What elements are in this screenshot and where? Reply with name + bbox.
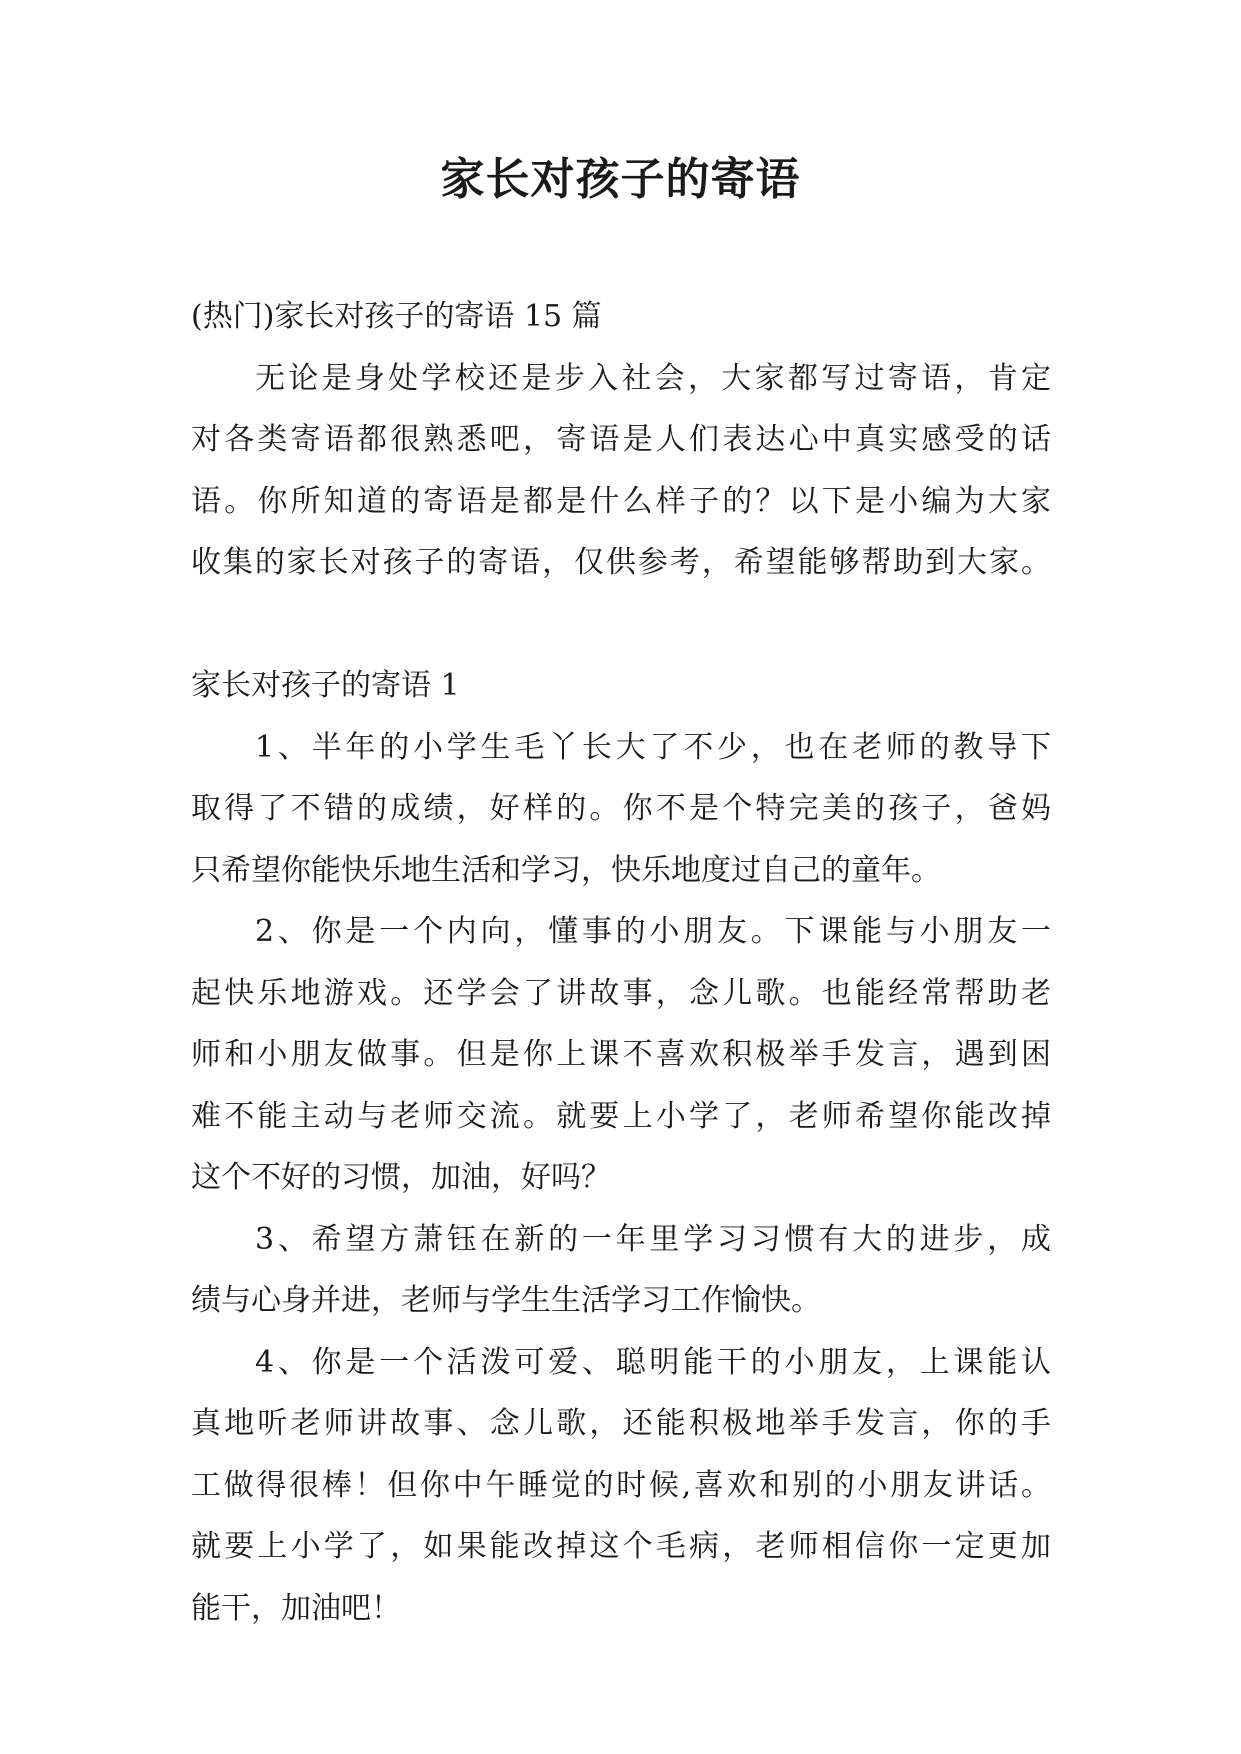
message-line: 起快乐地游戏。还学会了讲故事，念儿歌。也能经常帮助老 bbox=[191, 975, 1051, 1011]
intro-line: 收集的家长对孩子的寄语，仅供参考，希望能够帮助到大家。 bbox=[191, 545, 1051, 580]
document-title: 家长对孩子的寄语 bbox=[440, 154, 801, 205]
message-item-3 bbox=[191, 1209, 1051, 1332]
intro-line: 对各类寄语都很熟悉吧，寄语是人们表达心中真实感受的话 bbox=[191, 422, 1051, 457]
message-line: 能干，加油吧！ bbox=[191, 1590, 401, 1626]
message-line: 只希望你能快乐地生活和学习，快乐地度过自己的童年。 bbox=[191, 852, 941, 888]
message-item-4 bbox=[191, 1332, 1051, 1640]
intro-line: 语。你所知道的寄语是都是什么样子的？以下是小编为大家 bbox=[191, 483, 1051, 519]
message-line: 取得了不错的成绩，好样的。你不是个特完美的孩子，爸妈 bbox=[191, 791, 1051, 826]
message-line: 难不能主动与老师交流。就要上小学了，老师希望你能改掉 bbox=[191, 1098, 1051, 1134]
message-line: 这个不好的习惯，加油，好吗？ bbox=[191, 1160, 611, 1195]
message-line: 3、希望方萧钰在新的一年里学习习惯有大的进步，成 bbox=[255, 1221, 1051, 1257]
paragraph-spacer bbox=[191, 594, 1051, 656]
document-subtitle: (热门)家长对孩子的寄语 15 篇 bbox=[191, 299, 602, 334]
intro-paragraph bbox=[191, 348, 1051, 594]
message-line: 绩与心身并进，老师与学生生活学习工作愉快。 bbox=[191, 1283, 821, 1318]
message-item-2 bbox=[191, 901, 1051, 1209]
message-line: 师和小朋友做事。但是你上课不喜欢积极举手发言，遇到困 bbox=[191, 1037, 1051, 1072]
message-line: 就要上小学了，如果能改掉这个毛病，老师相信你一定更加 bbox=[191, 1529, 1051, 1564]
message-line: 4、你是一个活泼可爱、聪明能干的小朋友，上课能认 bbox=[255, 1344, 1051, 1380]
intro-line: 无论是身处学校还是步入社会，大家都写过寄语，肯定 bbox=[255, 360, 1051, 396]
message-line: 工做得很棒！但你中午睡觉的时候,喜欢和别的小朋友讲话。 bbox=[191, 1467, 1051, 1503]
section-heading: 家长对孩子的寄语 1 bbox=[191, 668, 460, 703]
message-item-1 bbox=[191, 717, 1051, 902]
message-line: 1、半年的小学生毛丫长大了不少，也在老师的教导下 bbox=[255, 729, 1051, 765]
document-body bbox=[191, 286, 1051, 1639]
message-line: 2、你是一个内向，懂事的小朋友。下课能与小朋友一 bbox=[255, 914, 1051, 949]
message-line: 真地听老师讲故事、念儿歌，还能积极地举手发言，你的手 bbox=[191, 1406, 1051, 1441]
